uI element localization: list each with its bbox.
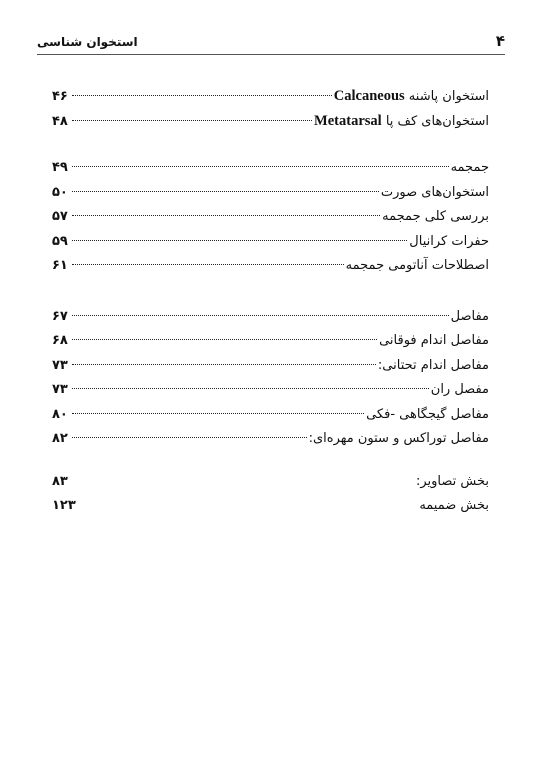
dot-leader	[72, 315, 449, 316]
toc-entry-text: استخوان پاشنه	[404, 89, 489, 104]
section-gap	[52, 279, 489, 305]
toc-entry-text: استخوان‌های کف پا	[381, 113, 489, 129]
toc-entry[interactable]	[52, 494, 489, 519]
toc-entry-label: مفاصل اندام تحتانی:	[377, 357, 489, 373]
toc-entry[interactable]	[52, 205, 489, 230]
dot-leader	[72, 95, 332, 96]
dot-leader	[72, 388, 429, 389]
toc-entry-page: ۵۷	[52, 209, 68, 224]
toc-entry-label: مفاصل	[450, 308, 489, 324]
toc-entry-label: مفاصل گیجگاهی -فکی	[366, 406, 489, 422]
toc-entry-page: ۸۳	[52, 473, 68, 489]
dot-leader	[72, 413, 364, 414]
toc-entry-page: ۱۲۳	[52, 498, 76, 513]
toc-entry-page: ۸۲	[52, 431, 68, 446]
toc-entry[interactable]	[52, 109, 489, 134]
toc-entry[interactable]	[52, 84, 489, 109]
toc-entry[interactable]	[52, 470, 489, 495]
toc-entry[interactable]	[52, 378, 489, 403]
toc-entry-label: اصطلاحات آناتومی جمجمه	[345, 258, 489, 273]
toc-entry-latin-term: Calcaneous	[333, 88, 405, 104]
toc-entry-page: ۷۳	[52, 357, 68, 373]
section-gap	[52, 452, 489, 470]
toc-entry-label: مفصل ران	[430, 382, 489, 397]
dot-leader	[72, 215, 380, 216]
dot-leader	[72, 339, 377, 340]
toc-entry-page: ۶۷	[52, 308, 68, 324]
toc-entry[interactable]	[52, 156, 489, 181]
toc-entry-label: بررسی کلی جمجمه	[382, 209, 489, 224]
toc-entry-page: ۶۱	[52, 258, 68, 273]
dot-leader	[72, 264, 344, 265]
dot-leader	[72, 437, 307, 438]
toc-entry-label: جمجمه	[450, 160, 489, 175]
toc-entry-label: استخوان‌های صورت	[380, 184, 489, 200]
toc-entry-page: ۸۰	[52, 406, 68, 422]
toc-entry[interactable]	[52, 254, 489, 279]
dot-leader	[72, 120, 312, 121]
toc-entry[interactable]	[52, 181, 489, 206]
toc-entry-page: ۴۶	[52, 89, 68, 104]
toc-entry-page: ۴۸	[52, 113, 68, 129]
toc-entry[interactable]	[52, 403, 489, 428]
toc-entry[interactable]	[52, 305, 489, 330]
toc-entry-page: ۶۸	[52, 333, 68, 348]
toc-entry-label	[314, 109, 489, 135]
running-title: استخوان شناسی	[37, 35, 138, 49]
table-of-contents	[52, 84, 489, 519]
toc-entry-latin-term: Metatarsal	[314, 112, 382, 129]
toc-entry-page: ۴۹	[52, 160, 68, 175]
toc-entry[interactable]	[52, 427, 489, 452]
dot-leader	[72, 364, 376, 365]
toc-entry[interactable]	[52, 354, 489, 379]
toc-entry[interactable]	[52, 230, 489, 255]
toc-entry-label: بخش تصاویر:	[415, 473, 489, 489]
toc-entry-label: حفرات کرانیال	[409, 233, 489, 249]
toc-entry-page: ۵۹	[52, 233, 68, 249]
toc-entry-page: ۷۳	[52, 382, 68, 397]
dot-leader	[72, 240, 407, 241]
dot-leader	[72, 191, 379, 192]
page-header	[37, 32, 505, 55]
section-gap	[52, 133, 489, 156]
toc-entry[interactable]	[52, 329, 489, 354]
toc-entry-label: مفاصل توراکس و ستون مهره‌ای:	[308, 431, 489, 446]
toc-entry-label: مفاصل اندام فوقانی	[379, 333, 489, 348]
toc-entry-label: بخش ضمیمه	[419, 498, 489, 513]
toc-entry-page: ۵۰	[52, 184, 68, 200]
toc-entry-label	[334, 84, 489, 110]
page-number: ۴	[495, 32, 505, 50]
dot-leader	[72, 166, 449, 167]
